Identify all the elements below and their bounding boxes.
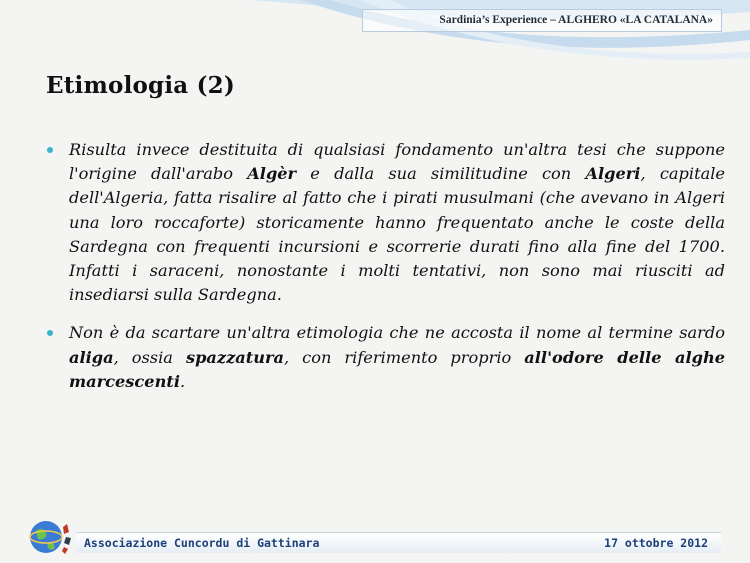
bullet-icon — [47, 330, 53, 336]
header-text: Sardinia’s Experience – ALGHERO «LA CATALANA» — [439, 14, 713, 26]
paragraph-1-bold-algeri: Algeri — [585, 164, 641, 184]
paragraph-2-bold-spazzatura: spazzatura — [185, 347, 285, 367]
paragraph-1-text-1: Risulta invece destituita di qualsiasi fondamento un'altra tesi che suppone l'origine dall'arabo — [69, 140, 725, 184]
paragraph-2-text-4: . — [179, 371, 186, 391]
body-content — [45, 138, 725, 408]
paragraph-2-text-1: Non è da scartare un'altra etimologia che ne accosta il nome al termine sardo — [69, 323, 725, 343]
paragraph-2-bold-aliga: aliga — [69, 347, 114, 367]
globe-logo-icon — [26, 515, 76, 559]
paragraph-2-bold-odore: all'odore delle alghe marcescenti — [69, 347, 726, 391]
header-banner — [362, 9, 722, 32]
paragraph-1-bold-alger: Algèr — [247, 164, 297, 184]
footer-date: 17 ottobre 2012 — [604, 536, 708, 550]
paragraph-1-text-3: , capitale dell'Algeria, fatta risalire al fatto che i pirati musulmani (che avevano in Algeri una loro roccaforte) storicamente hanno frequentato anche le coste della Sardegna con frequenti incursioni e scorrerie durati fino alla fine del 1700. Infatti i saraceni, nonostante i molti tentativi, non sono mai riusciti ad insediarsi sulla Sardegna. — [69, 164, 725, 305]
bullet-icon — [47, 147, 53, 153]
paragraph-2-text-2: , ossia — [113, 347, 186, 367]
paragraph-1-text-2: e dalla sua similitudine con — [296, 164, 586, 184]
paragraph-2 — [45, 321, 725, 394]
footer-organization: Associazione Cuncordu di Gattinara — [84, 536, 320, 550]
page-title: Etimologia (2) — [46, 72, 235, 99]
paragraph-1 — [45, 138, 725, 307]
paragraph-2-text-3: , con riferimento proprio — [284, 347, 525, 367]
